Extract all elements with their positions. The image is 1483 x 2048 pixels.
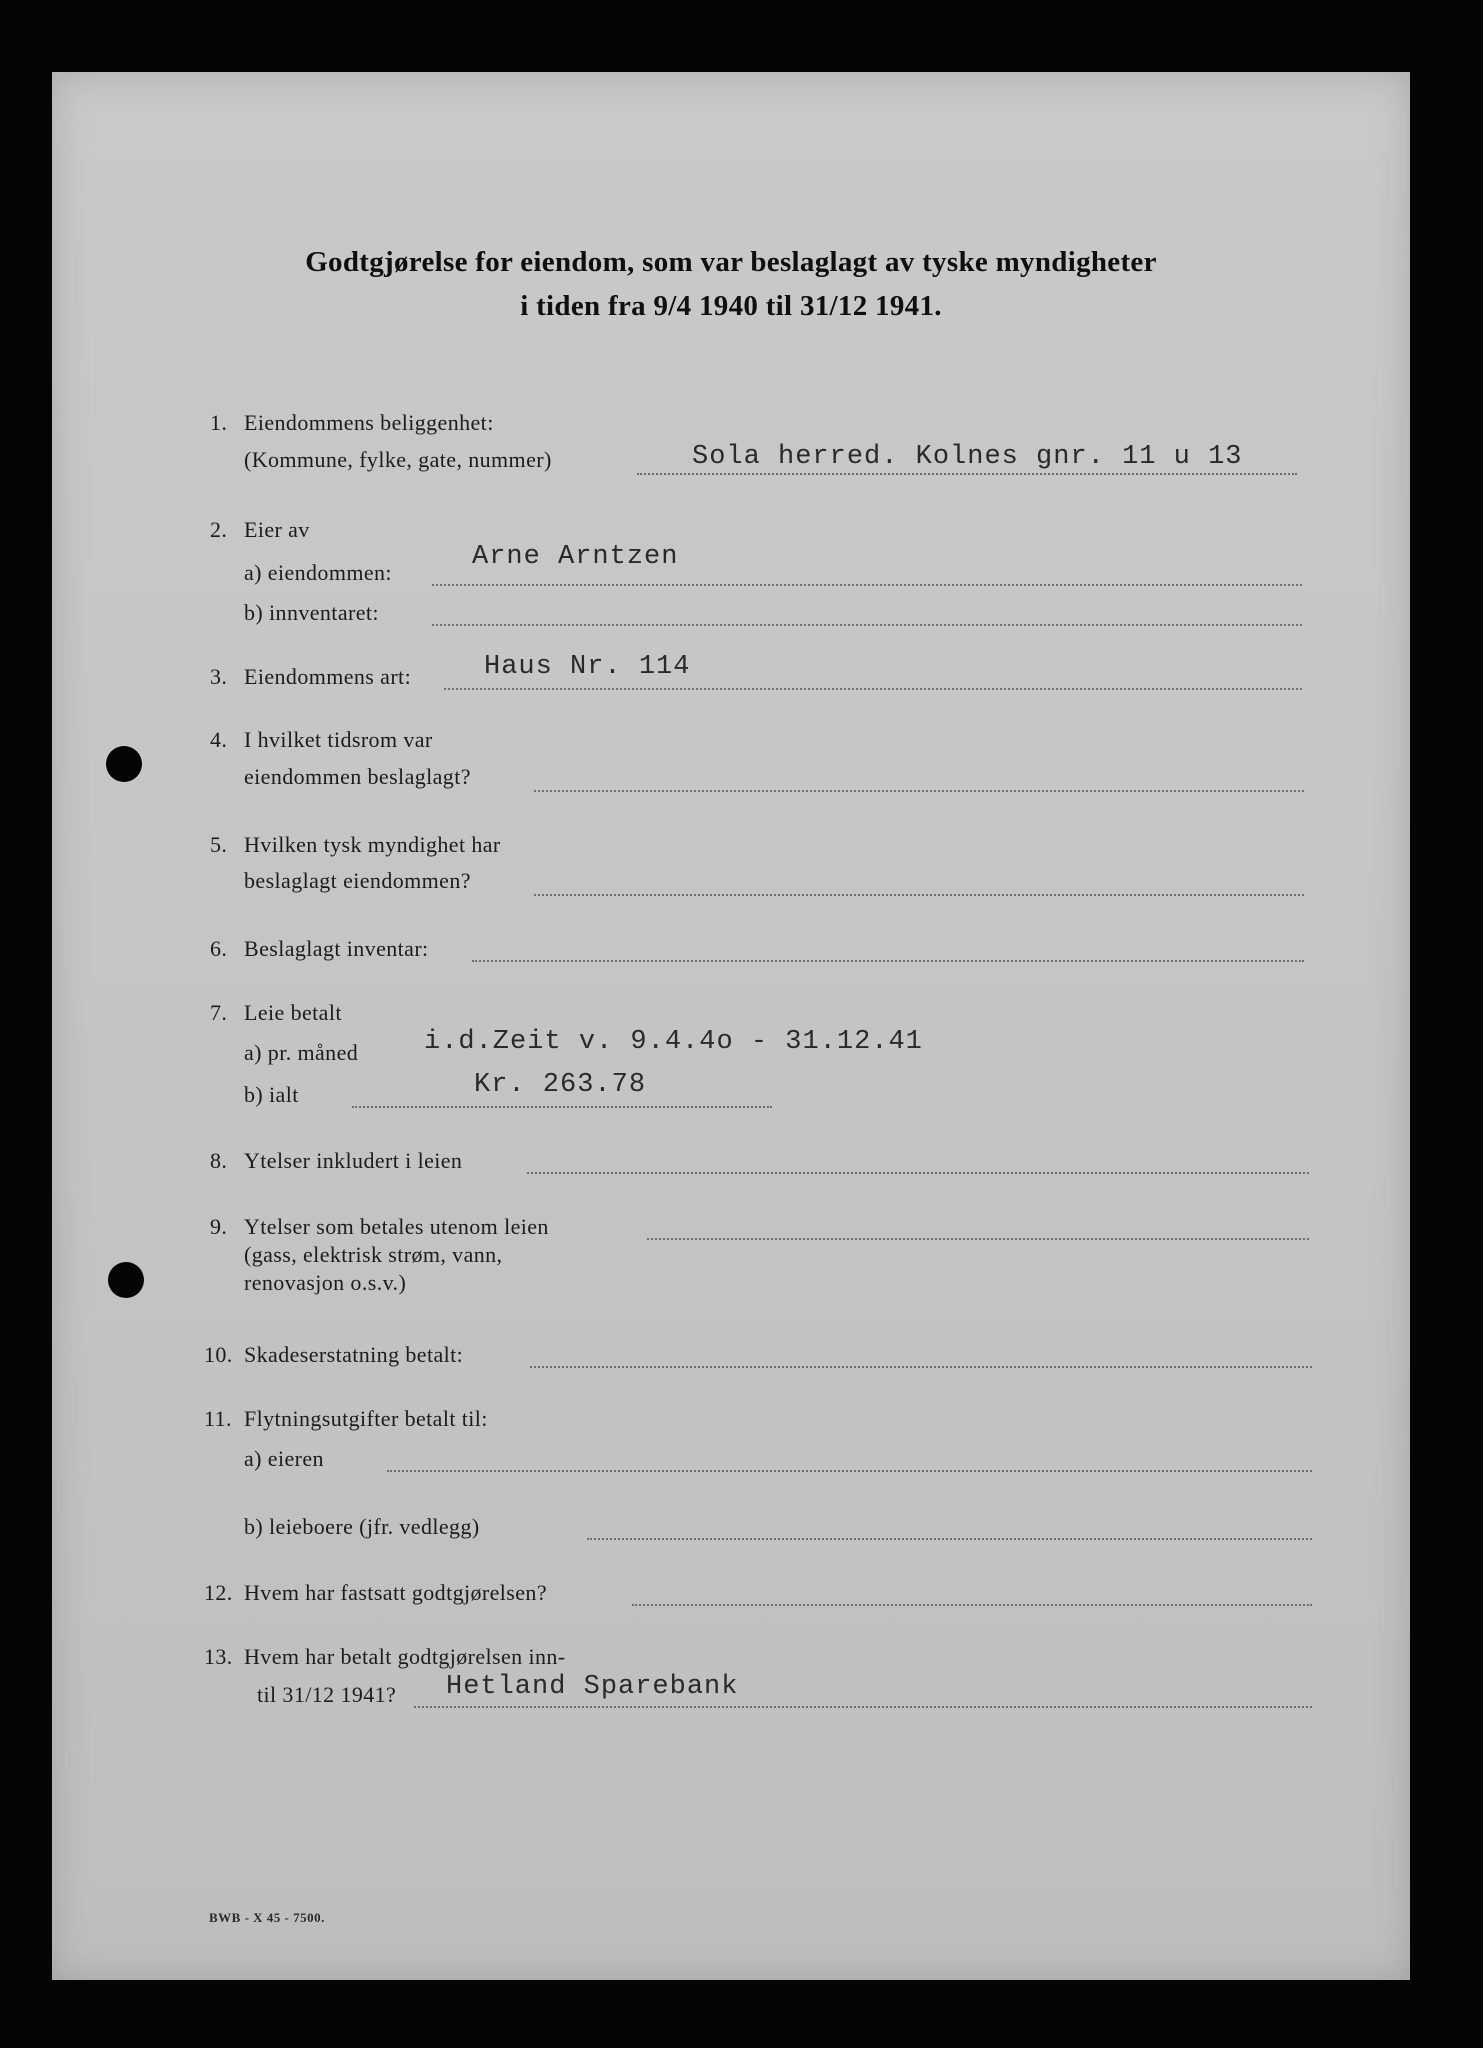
q13-label: Hvem har betalt godtgjørelsen inn- [244,1644,566,1669]
form-title-line-2: i tiden fra 9/4 1940 til 31/12 1941. [520,290,942,322]
q1-answer: Sola herred. Kolnes gnr. 11 u 13 [692,442,1243,472]
q10-number: 10. [204,1342,233,1367]
q7b-answer: Kr. 263.78 [474,1070,647,1100]
q4-answer-line [534,790,1304,792]
q13-number: 13. [204,1644,233,1669]
q12-label: Hvem har fastsatt godtgjørelsen? [244,1580,547,1605]
q2a-answer: Arne Arntzen [472,542,679,572]
q9-label: Ytelser som betales utenom leien [244,1214,549,1239]
q7a-answer: i.d.Zeit v. 9.4.4o - 31.12.41 [424,1027,923,1057]
q6-answer-line [472,960,1304,962]
q7b-answer-line [352,1106,772,1108]
form-page [52,72,1410,1980]
q12-number: 12. [204,1580,233,1605]
q9-label-3: renovasjon o.s.v.) [244,1270,407,1295]
form-title-line-1: Godtgjørelse for eiendom, som var beslaglagt av tyske myndigheter [305,246,1157,278]
q11-label: Flytningsutgifter betalt til: [244,1406,488,1431]
q3-answer-line [444,688,1302,690]
q5-label: Hvilken tysk myndighet har [244,832,501,857]
q2a-label: a) eiendommen: [244,560,392,585]
q5-answer-line [534,894,1304,896]
q1-label: Eiendommens beliggenhet: [244,410,494,435]
q6-label: Beslaglagt inventar: [244,936,429,961]
q11b-label: b) leieboere (jfr. vedlegg) [244,1514,480,1539]
q3-label: Eiendommens art: [244,664,412,689]
q10-label: Skadeserstatning betalt: [244,1342,464,1367]
punch-hole-top [106,746,142,782]
q6-number: 6. [210,936,228,961]
q8-number: 8. [210,1148,228,1173]
q2b-answer-line [432,624,1302,626]
q2-label: Eier av [244,517,310,542]
q10-answer-line [530,1366,1312,1368]
q2-number: 2. [210,517,228,542]
q9-label-2: (gass, elektrisk strøm, vann, [244,1242,503,1267]
q11-number: 11. [204,1406,232,1431]
q1-sublabel: (Kommune, fylke, gate, nummer) [244,447,552,472]
q4-label-2: eiendommen beslaglagt? [244,764,471,789]
q7b-label: b) ialt [244,1082,299,1107]
q5-label-2: beslaglagt eiendommen? [244,868,471,893]
q1-answer-line [637,473,1297,475]
q11a-label: a) eieren [244,1446,324,1471]
q2a-answer-line [432,584,1302,586]
q13-answer-line [414,1706,1312,1708]
punch-hole-bottom [108,1262,144,1298]
q8-label: Ytelser inkludert i leien [244,1148,463,1173]
q2b-label: b) innventaret: [244,600,379,625]
printer-mark: BWB - X 45 - 7500. [209,1910,325,1925]
q7a-label: a) pr. måned [244,1040,359,1065]
q11b-answer-line [587,1538,1312,1540]
q1-number: 1. [210,410,228,435]
q11a-answer-line [387,1470,1312,1472]
q12-answer-line [632,1604,1312,1606]
q9-number: 9. [210,1214,228,1239]
q4-number: 4. [210,727,228,752]
q3-number: 3. [210,664,228,689]
q4-label: I hvilket tidsrom var [244,727,433,752]
q9-answer-line [647,1238,1309,1240]
q13-label-2: til 31/12 1941? [257,1682,397,1707]
q3-answer: Haus Nr. 114 [484,652,691,682]
q7-number: 7. [210,1000,228,1025]
q5-number: 5. [210,832,228,857]
q13-answer: Hetland Sparebank [446,1672,739,1702]
q8-answer-line [527,1172,1309,1174]
q7-label: Leie betalt [244,1000,342,1025]
